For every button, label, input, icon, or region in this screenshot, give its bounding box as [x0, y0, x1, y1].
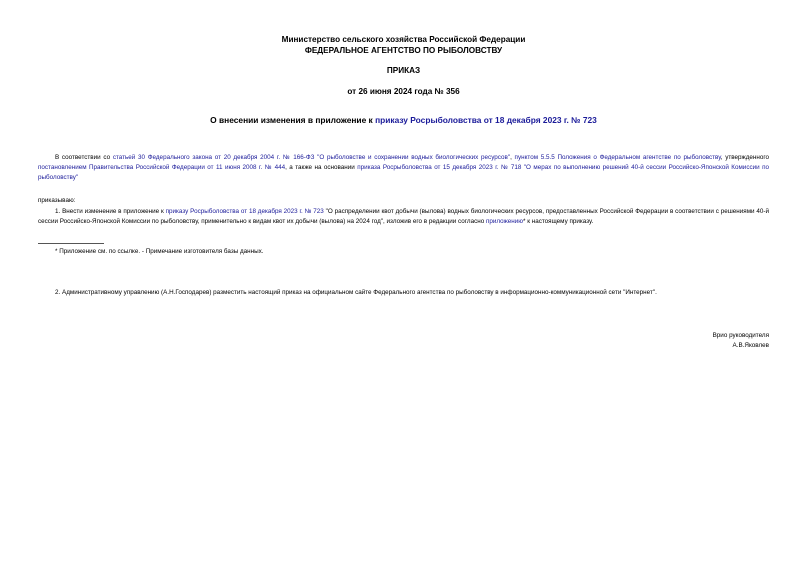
- government-decree-link[interactable]: постановлением Правительства Российской Федерации от 11 июня 2008 г. № 444: [38, 164, 286, 172]
- item-1-text-2: "О распределении квот добычи (вылова) водных биологических ресурсов, предоставленных Российской Федерации в соответствии с решениями 40-й сессии Российско-Японской Комиссии по рыболовству, применительно к видам квот их добычи (вылова) на 2024 год", изложив его в редакции согласно: [38, 208, 770, 226]
- document-type: ПРИКАЗ: [386, 66, 421, 75]
- preamble-text-3: , утвержденного: [720, 154, 770, 161]
- item-1-text-3: * к настоящему приказу.: [523, 218, 594, 226]
- order-718-link[interactable]: приказа Росрыболовства от 15 декабря 2023 г. № 718 "О мерах по выполнению решений 40-й сессии Российско-Японской Комиссии по рыболовству": [38, 164, 770, 182]
- item-1-text-1: 1. Внести изменение в приложение к: [55, 208, 166, 215]
- preamble-text-1: В соответствии со: [55, 154, 113, 161]
- subject-link[interactable]: приказу Росрыболовства от 18 декабря 2023 г. № 723: [375, 115, 597, 125]
- document-subject: [0, 115, 807, 126]
- preamble-text-2: ,: [510, 154, 515, 161]
- subject-prefix: О внесении изменения в приложение к: [210, 115, 376, 125]
- footnote-divider: [38, 243, 104, 244]
- order-723-link[interactable]: приказу Росрыболовства от 18 декабря 2023 г. № 723: [165, 208, 324, 215]
- signatory-name: А.В.Яковлев: [732, 342, 769, 349]
- signatory-title: Врио руководителя: [712, 332, 769, 339]
- preamble-paragraph: [38, 153, 769, 184]
- preamble-text-4: , а также на основании: [285, 164, 358, 172]
- appendix-link[interactable]: приложению: [485, 218, 524, 226]
- ministry-name: Министерство сельского хозяйства Российской Федерации: [281, 35, 526, 44]
- order-word: приказываю:: [38, 197, 76, 204]
- footnote: * Приложение см. по ссылке. - Примечание изготовителя базы данных.: [55, 248, 264, 255]
- item-1-paragraph: [38, 207, 769, 227]
- document-date-number: от 26 июня 2024 года № 356: [347, 87, 460, 96]
- agency-name: ФЕДЕРАЛЬНОЕ АГЕНТСТВО ПО РЫБОЛОВСТВУ: [304, 46, 503, 55]
- regulation-clause-link[interactable]: пунктом 5.5.5 Положения о Федеральном агентстве по рыболовству: [514, 154, 721, 161]
- law-article-link[interactable]: статьей 30 Федерального закона от 20 декабря 2004 г. № 166-ФЗ "О рыболовстве и сохранении водных биологических ресурсов": [112, 154, 511, 161]
- item-2-paragraph: 2. Административному управлению (А.Н.Господарев) разместить настоящий приказ на официальном сайте Федерального агентства по рыболовству в информационно-коммуникационной сети "Интернет".: [55, 289, 657, 296]
